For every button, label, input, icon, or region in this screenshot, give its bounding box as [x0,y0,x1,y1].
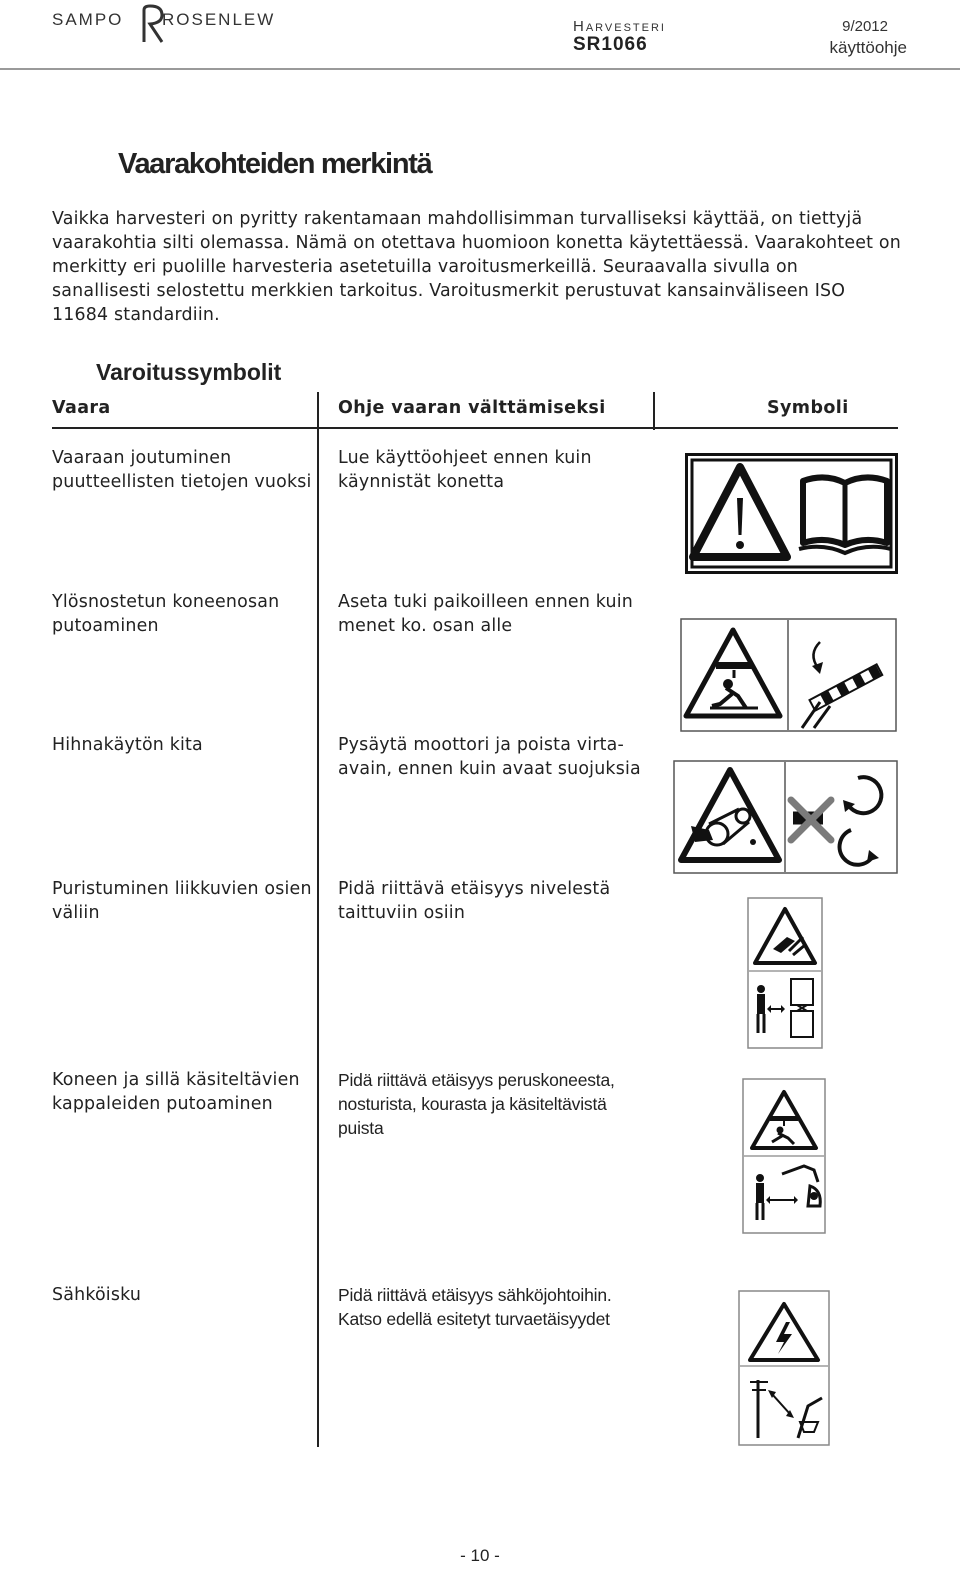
page-title: Vaarakohteiden merkintä [118,148,432,180]
table-row-hazard: Ylösnostetun koneenosan putoaminen [52,592,280,636]
product-model: SR1066 [573,34,648,55]
table-header-divider [52,427,898,429]
column-header-instruction: Ohje vaaran välttämiseksi [338,398,606,418]
column-header-symbol: Symboli [767,398,849,418]
header-divider [0,68,960,70]
page-number: - 10 - [460,1546,500,1565]
table-row-instruction: Pysäytä moottori ja poista virtaavain, ennen kuin avaat suojuksia [338,735,641,779]
issue-date: 9/2012 [842,18,888,35]
column-header-hazard: Vaara [52,398,111,418]
belt-drive-entanglement-icon [673,760,898,874]
crush-articulation-icon [747,897,823,1049]
table-row-hazard: Vaaraan joutuminen puutteellisten tietojen vuoksi [52,448,312,492]
read-manual-warning-icon [685,453,898,574]
table-row-hazard: Puristuminen liikkuvien osien väliin [52,879,312,923]
crane-falling-load-icon [742,1078,826,1234]
column-divider-2 [653,392,655,430]
electric-shock-powerline-icon [738,1290,830,1446]
brand-name-left: SAMPO [52,10,124,29]
brand-logo [52,4,292,44]
table-row-instruction: Pidä riittävä etäisyys nivelestä taittuviin osiin [338,879,611,923]
brand-name-right: ROSENLEW [162,10,276,29]
product-name: Harvesteri [573,18,666,35]
page-header [0,0,960,70]
table-row-instruction: Lue käyttöohjeet ennen kuin käynnistät konetta [338,448,592,492]
table-row-instruction: Pidä riittävä etäisyys peruskoneesta, nosturista, kourasta ja käsiteltävistä puista [338,1070,615,1138]
table-row-hazard: Hihnakäytön kita [52,735,203,755]
table-row-hazard: Sähköisku [52,1285,142,1305]
table-row-instruction: Pidä riittävä etäisyys sähköjohtoihin. Katso edellä esitetyt turvaetäisyydet [338,1285,612,1329]
table-row-instruction: Aseta tuki paikoilleen ennen kuin menet ko. osan alle [338,592,633,636]
column-divider-1 [317,392,319,1447]
falling-part-support-icon [680,618,897,732]
document-type: käyttöohje [829,38,907,57]
intro-paragraph: Vaikka harvesteri on pyritty rakentamaan mahdollisimman turvalliseksi käyttää, on tiettyjä vaarakohtia silti olemassa. Nämä on otettava huomioon konetta käytettäessä. Vaarakohteet on merkitty eri puolille harvesteria asetetuilla varoitusmerkeillä. Seuraavalla sivulla on sanallisesti selostettu merkkien tarkoitus. Varoitusmerkit perustuvat kansainväliseen ISO 11684 standardiin. [52,209,901,325]
table-row-hazard: Koneen ja sillä käsiteltävien kappaleiden putoaminen [52,1070,300,1114]
section-title: Varoitussymbolit [96,359,282,385]
